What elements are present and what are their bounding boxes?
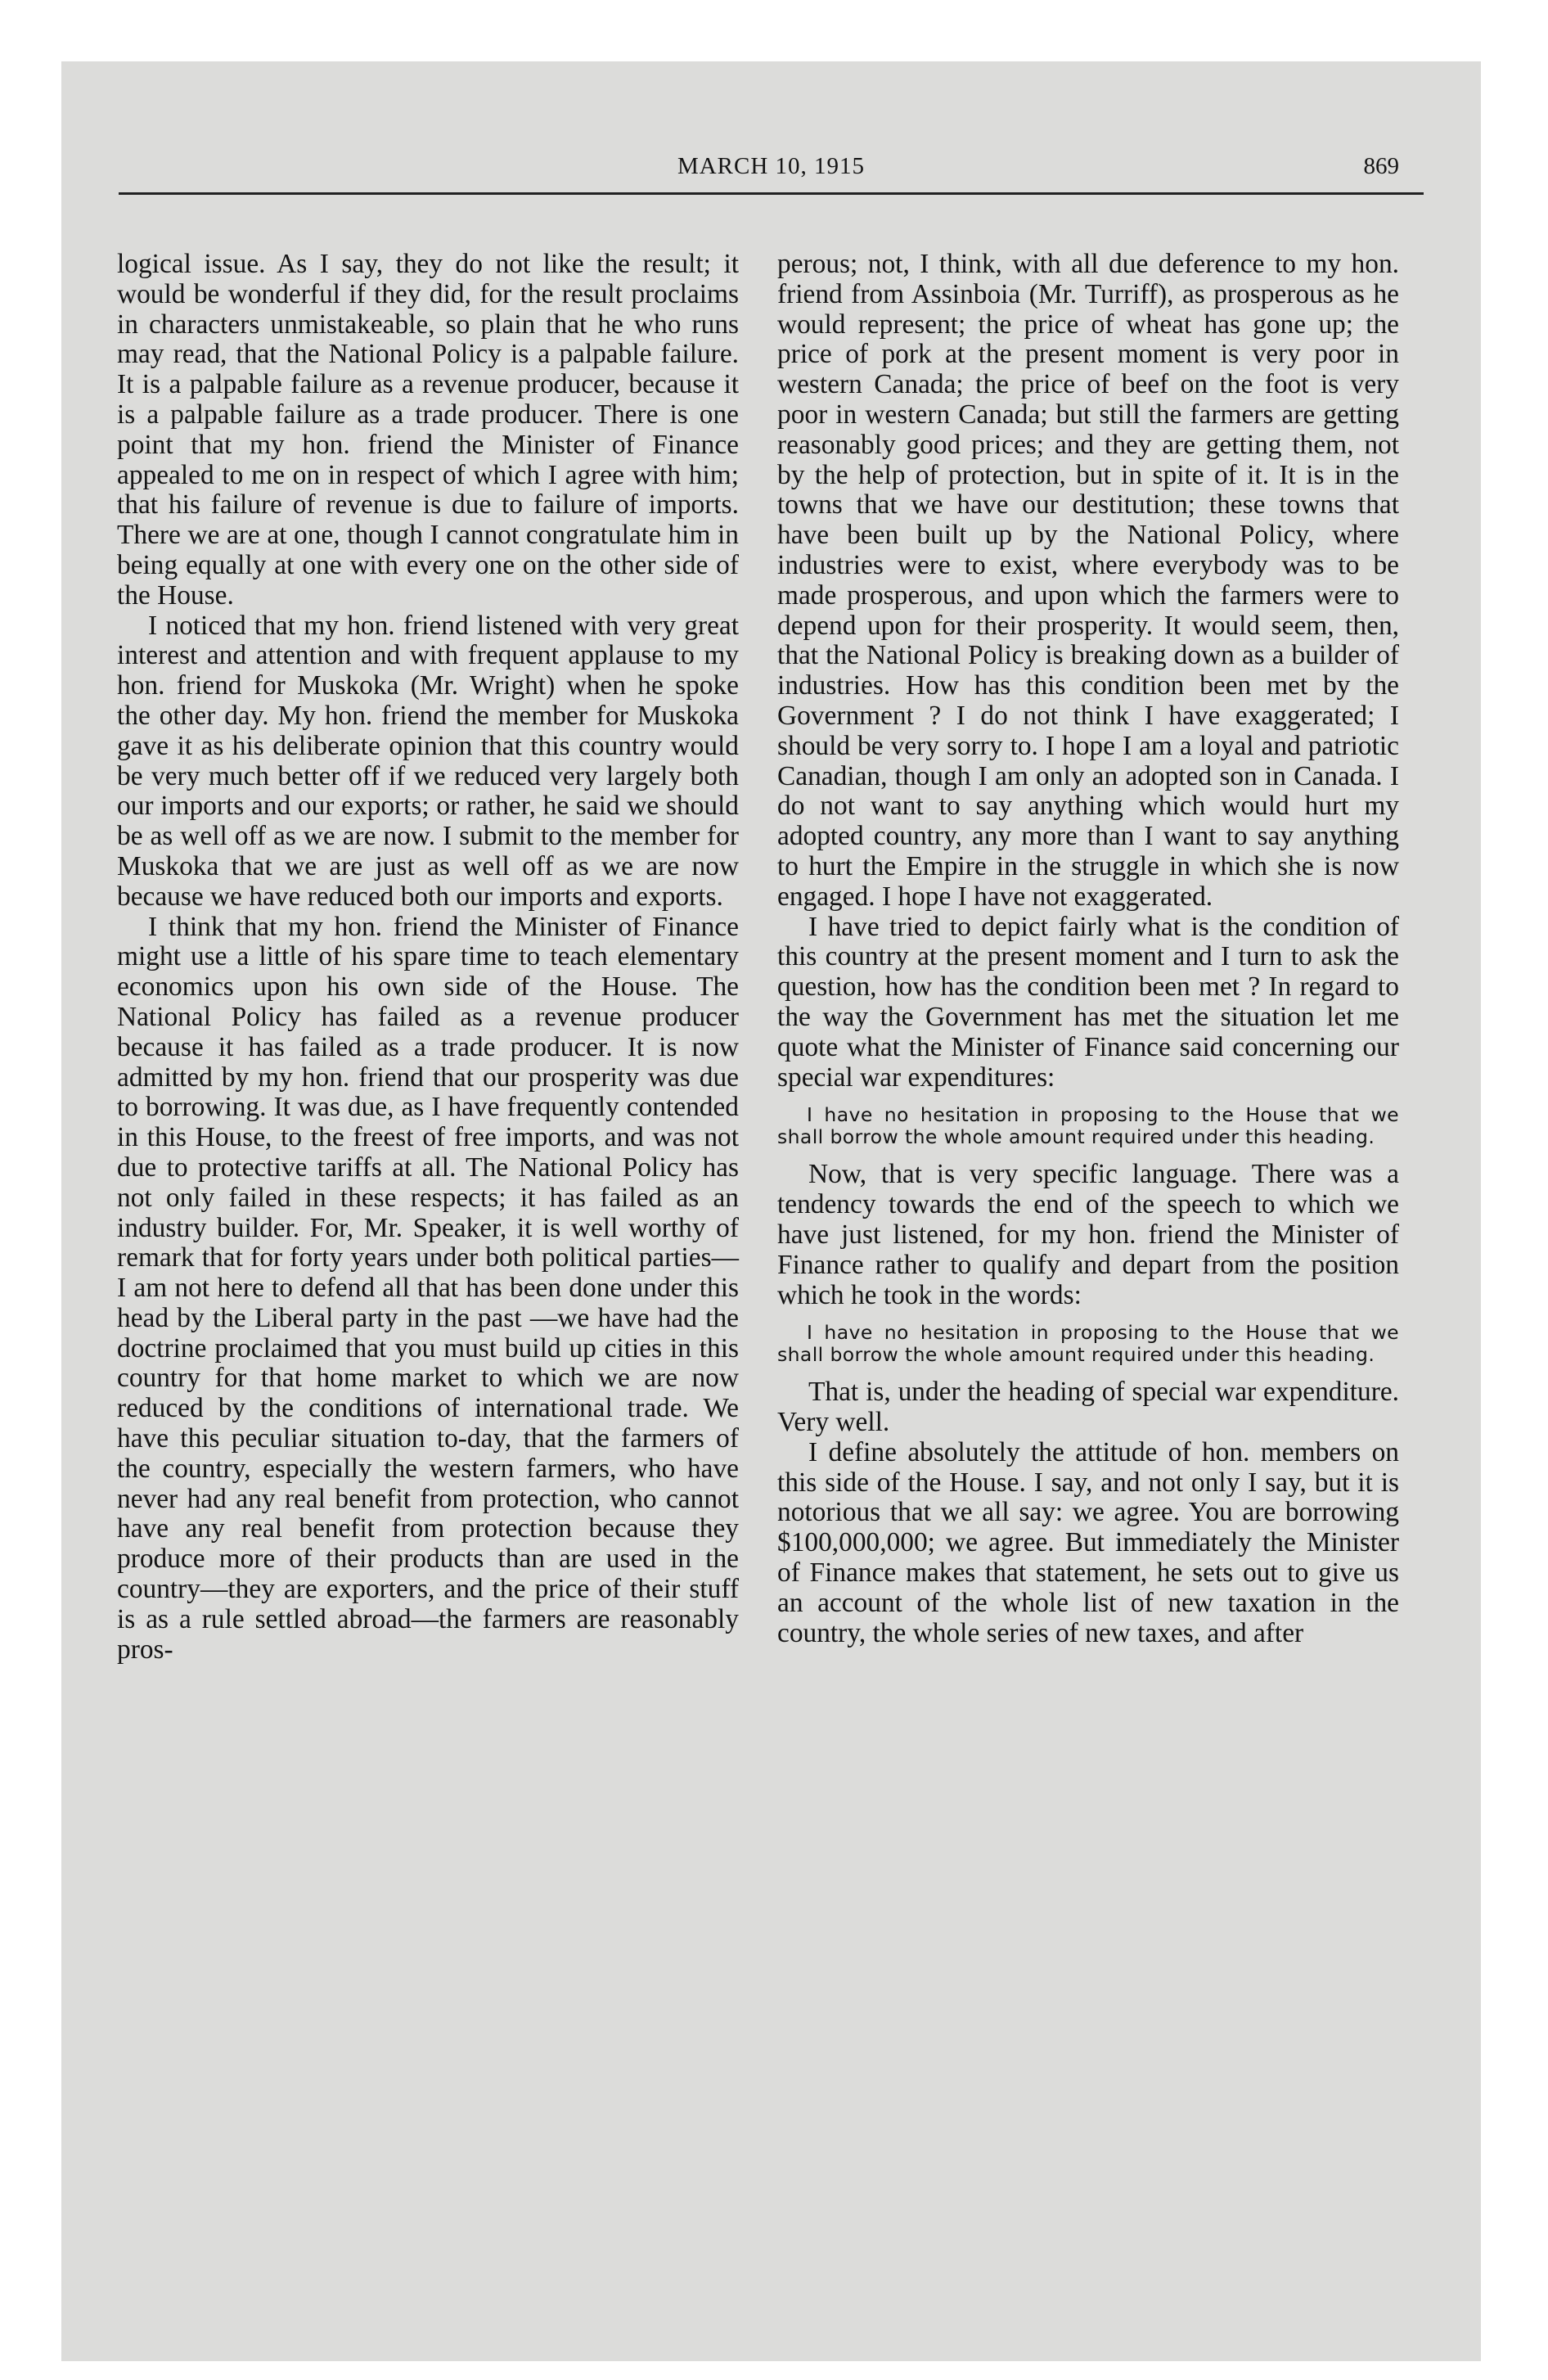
- paragraph: That is, under the heading of special war expenditure. Very well.: [777, 1377, 1399, 1438]
- paragraph: Now, that is very specific language. There was a tendency towards the end of the speech to which we have just listened, for my hon. friend the Minister of Finance rather to qualify and depart from the position which he took in the words:: [777, 1159, 1399, 1310]
- scanned-page-background: [61, 61, 1481, 2361]
- right-column: [777, 250, 1399, 1648]
- paragraph: I have tried to depict fairly what is the condition of this country at the present moment and I turn to ask the question, how has the condition been met ? In regard to the way the Government has met the situation let me quote what the Minister of Finance said concerning our special war expenditures:: [777, 911, 1399, 1093]
- paragraph: I noticed that my hon. friend listened with very great interest and attention and with frequent applause to my hon. friend for Muskoka (Mr. Wright) when he spoke the other day. My hon. friend the member for Muskoka gave it as his deliberate opinion that this country would be very much better off if we reduced very largely both our imports and our exports; or rather, he said we should be as well off as we are now. I submit to the member for Muskoka that we are just as well off as we are now because we have reduced both our imports and exports.: [117, 610, 739, 912]
- block-quote: I have no hesitation in proposing to the House that we shall borrow the whole amount required under this heading.: [777, 1321, 1399, 1367]
- paragraph: I define absolutely the attitude of hon. members on this side of the House. I say, and not only I say, but it is notorious that we all say: we agree. You are borrowing $100,000,000; we agree. But immediately the Minister of Finance makes that statement, he sets out to give us an account of the whole list of new taxation in the country, the whole series of new taxes, and after: [777, 1436, 1399, 1648]
- paragraph: I think that my hon. friend the Minister of Finance might use a little of his spare time to teach elementary economics upon his own side of the House. The National Policy has failed as a revenue producer because it has failed as a trade producer. It is now admitted by my hon. friend that our prosperity was due to borrowing. It was due, as I have frequently contended in this House, to the freest of free imports, and was not due to protective tariffs at all. The National Policy has not only failed in these respects; it has failed as an industry builder. For, Mr. Speaker, it is well worthy of remark that for forty years under both political parties—I am not here to defend all that has been done under this head by the Liberal party in the past —we have had the doctrine proclaimed that you must build up cities in this country for that home market to which we are now reduced by the conditions of international trade. We have this peculiar situation to-day, that the farmers of the country, especially the western farmers, who have never had any real benefit from protection, who cannot have any real benefit from protection because they produce more of their products than are used in the country—they are exporters, and the price of their stuff is as a rule settled abroad—the farmers are reasonably pros-: [117, 911, 739, 1665]
- block-quote: I have no hesitation in proposing to the House that we shall borrow the whole amount required under this heading.: [777, 1103, 1399, 1149]
- paragraph: perous; not, I think, with all due deference to my hon. friend from Assinboia (Mr. Turriff), as prosperous as he would represent; the price of wheat has gone up; the price of pork at the present moment is very poor in western Canada; the price of beef on the foot is very poor in western Canada; but still the farmers are getting reasonably good prices; and they are getting them, not by the help of protection, but in spite of it. It is in the towns that we have our destitution; these towns that have been built up by the National Policy, where industries were to exist, where everybody was to be made prosperous, and upon which the farmers were to depend upon for their prosperity. It would seem, then, that the National Policy is breaking down as a builder of industries. How has this condition been met by the Government ? I do not think I have exaggerated; I should be very sorry to. I hope I am a loyal and patriotic Canadian, though I am only an adopted son in Canada. I do not want to say anything which would hurt my adopted country, any more than I want to say anything to hurt the Empire in the struggle in which she is now engaged. I hope I have not exaggerated.: [777, 249, 1399, 912]
- page-header: [119, 153, 1424, 195]
- left-column: [117, 250, 739, 1665]
- hansard-page: [61, 61, 1481, 2361]
- running-head-date: MARCH 10, 1915: [677, 153, 866, 179]
- page-number: 869: [1363, 153, 1399, 179]
- paragraph: logical issue. As I say, they do not like the result; it would be wonderful if they did, for the result proclaims in characters unmistakeable, so plain that he who runs may read, that the National Policy is a palpable failure. It is a palpable failure as a revenue producer, because it is a palpable failure as a trade producer. There is one point that my hon. friend the Minister of Finance appealed to me on in respect of which I agree with him; that his failure of revenue is due to failure of imports. There we are at one, though I cannot congratulate him in being equally at one with every one on the other side of the House.: [117, 249, 739, 611]
